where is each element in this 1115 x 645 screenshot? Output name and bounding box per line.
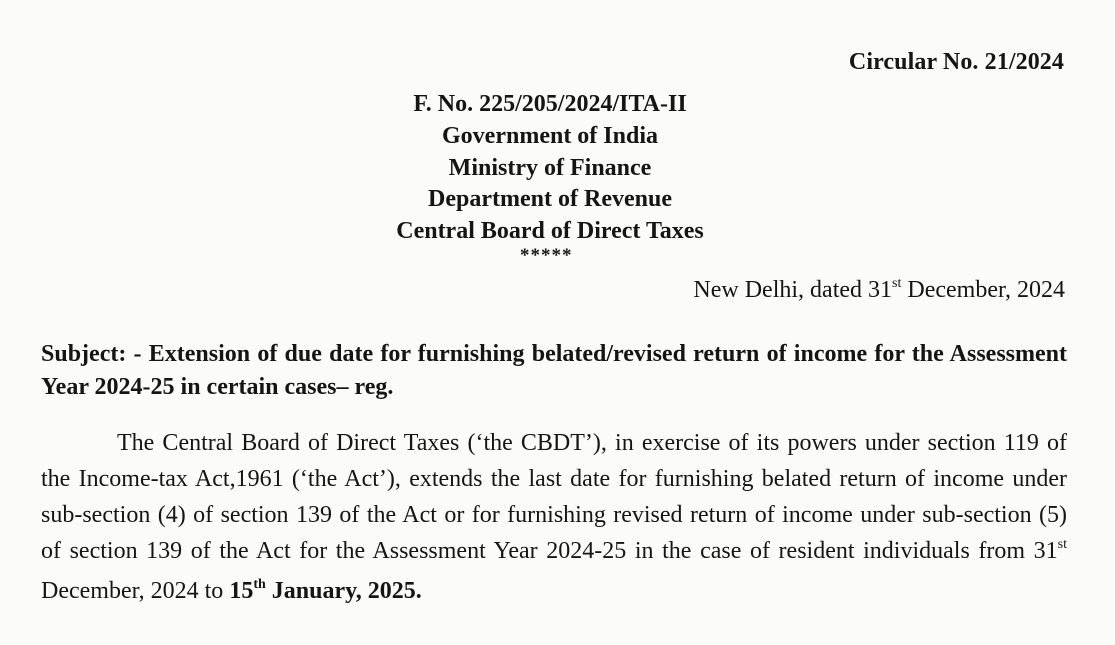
date-suffix: December, 2024 <box>901 277 1065 303</box>
issuing-authority-header <box>340 89 760 248</box>
new-due-date-month-year: January, 2025. <box>265 578 422 604</box>
date-superscript: st <box>892 276 902 291</box>
file-number: F. No. 225/205/2024/ITA-II <box>413 91 687 117</box>
board-name: Central Board of Direct Taxes <box>396 218 704 245</box>
circular-number: Circular No. 21/2024 <box>848 49 1064 75</box>
body-main-text: The Central Board of Direct Taxes (‘the CBDT’), in exercise of its powers under section 119 of the Income-tax Act,1961 (‘the Act’), extends the last date for furnishing belated return of income under sub-section (4) of section 139 of the Act or for furnishing revised return of income under sub-section (5) of section 139 of the Act for the Assessment Year 2024-25 in the case of resident individuals from 31 <box>41 430 1067 564</box>
new-due-date-day: 15 <box>229 578 254 604</box>
date-line <box>693 277 1065 304</box>
department-name: Department of Revenue <box>428 186 672 213</box>
date-prefix: New Delhi, dated 31 <box>693 277 893 303</box>
new-due-date <box>229 578 421 604</box>
subject-line: Subject: - Extension of due date for furnishing belated/revised return of income for the Assessment Year 2024-25 in certain cases– reg. <box>41 341 1067 400</box>
body-middle-text: December, 2024 to <box>41 578 230 604</box>
separator-stars: ***** <box>520 245 573 266</box>
body-superscript-th: th <box>253 577 266 592</box>
body-superscript-st: st <box>1057 537 1067 552</box>
government-name: Government of India <box>442 122 658 149</box>
body-paragraph <box>41 425 1067 613</box>
ministry-name: Ministry of Finance <box>448 154 652 181</box>
